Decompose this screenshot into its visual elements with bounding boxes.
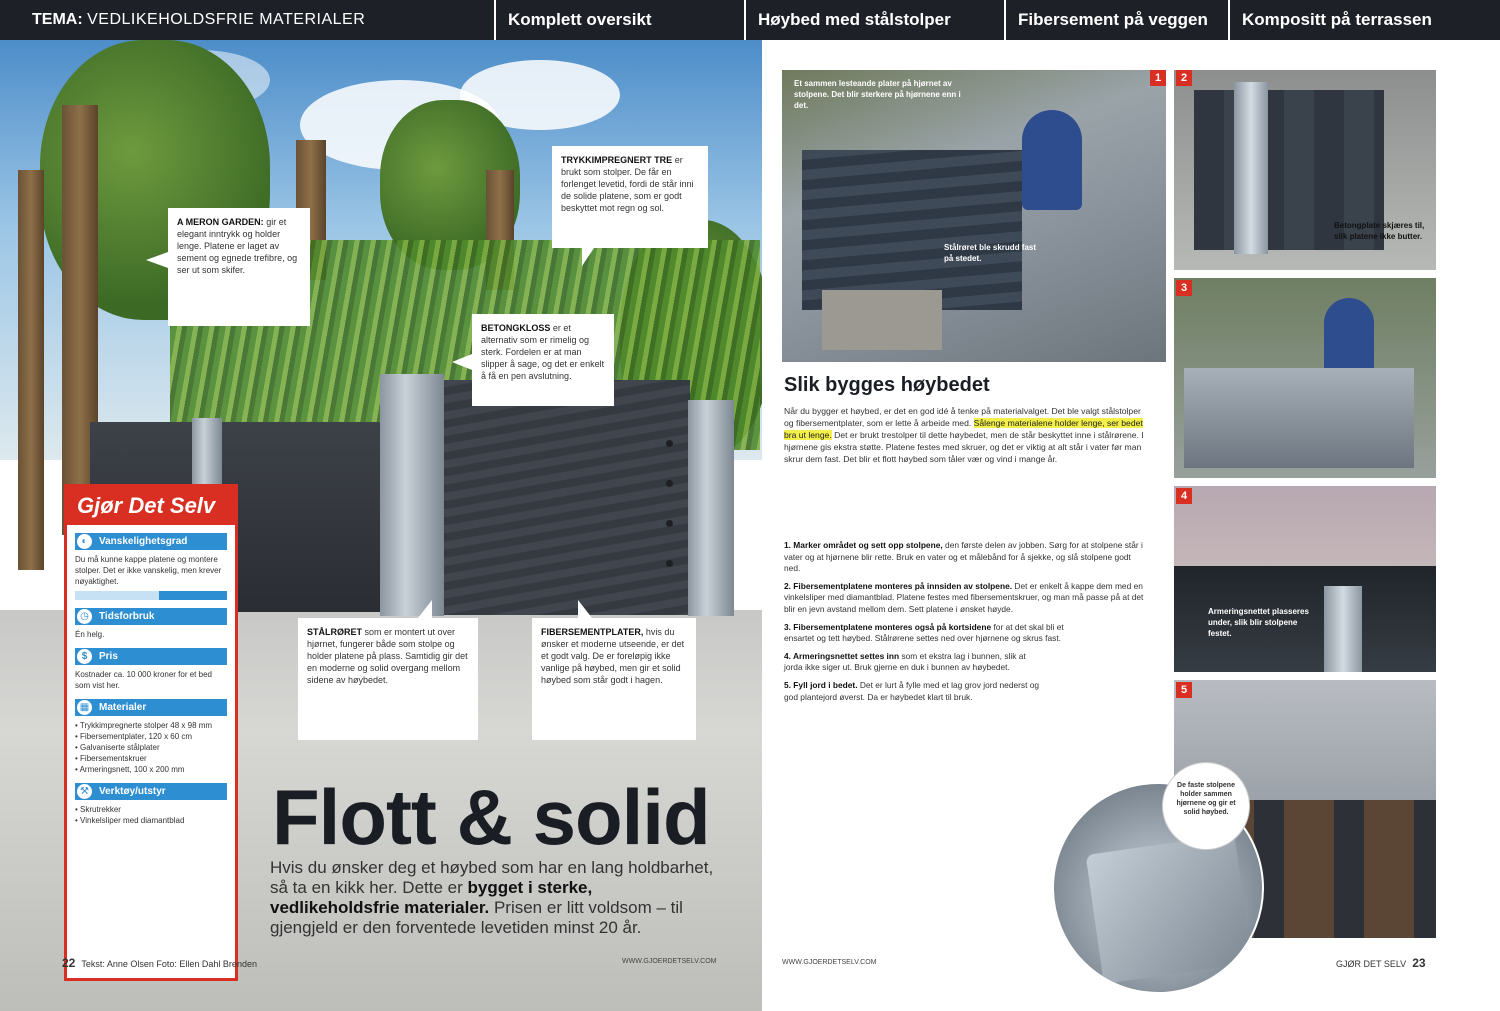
step-photo-4	[1174, 486, 1436, 672]
right-page	[762, 40, 1500, 1011]
rivet	[666, 520, 673, 527]
coins-icon: $	[77, 649, 92, 664]
article-title: Flott & solid	[272, 773, 710, 861]
tab-hoybed[interactable]: Høybed med stålstolper	[746, 0, 1006, 40]
callout-fibersement: FIBERSEMENTPLATER, hvis du ønsker et moderne utseende, er det et godt valg. De er foreløpig ikke vanlige på høybed, men gir et solid høybed som står godt i hagen.	[532, 618, 696, 740]
callout-trykkimpregnert: TRYKKIMPREGNERT TRE er brukt som stolper. De får en forlenget levetid, fordi de står inni de solide platene, som er godt beskyttet mot regn og sol.	[552, 146, 708, 248]
photo-caption: Et sammen lesteande plater på hjørnet av stolpene. Det blir sterkere på hjørnene enn i det.	[794, 79, 961, 110]
article-intro: Hvis du ønsker deg et høybed som har en lang holdbarhet, så ta en kikk her. Dette er bygget i sterke, vedlikeholdsfrie materialer. Prisen er litt voldsom – til gjengjeld er den forventede levetiden minst 20 år.	[270, 858, 714, 937]
difficulty-meter-fill	[75, 591, 159, 600]
top-navigation-bar	[0, 0, 1500, 40]
materials-header: ▦ Materialer	[75, 699, 227, 716]
theme-label: TEMA: VEDLIKEHOLDSFRIE MATERIALER	[0, 0, 496, 40]
step-item: 5. Fyll jord i bedet. Det er lurt å fylle med et lag grov jord nederst og god plantejord øverst. Da er høybedet klart til bruk.	[784, 679, 1040, 702]
slate-panel	[440, 380, 690, 615]
rivet	[666, 560, 673, 567]
step-photo-3	[1174, 278, 1436, 478]
callout-betongkloss: BETONGKLOSS er et alternativ som er rimelig og sterk. Fordelen er at man slipper å sage, og det er enkelt å få en pen avslutning.	[472, 314, 614, 406]
step-photo-1	[782, 70, 1166, 362]
tab-komplett-oversikt[interactable]: Komplett oversikt	[496, 0, 746, 40]
step-photo-2	[1174, 70, 1436, 270]
list-item: • Galvaniserte stålplater	[75, 743, 160, 752]
step-item: 4. Armeringsnettet settes inn som et ekstra lag i bunnen, slik at jorda ikke siger ut. Bruk gjerne en duk i bunnen av høybedet.	[784, 650, 1026, 673]
step-item: 1. Marker området og sett opp stolpene, den første delen av jobben. Sørg for at stolpene står i vater og at hjørnene blir rette. Bruk en vater og et målebånd for å sjekke, og slå stolpene godt ned.	[784, 540, 1143, 574]
highlighted-text: Sålenge materialene holder lenge, ser bedet bra ut lenge.	[784, 418, 1143, 440]
rivet	[666, 480, 673, 487]
photo-caption: Armeringsnettet plasseres under, slik blir stolpene festet.	[1208, 607, 1309, 638]
steel-post	[688, 400, 734, 616]
difficulty-text: Du må kunne kappe platene og montere stolper. Det er ikke vanskelig, men krever nøyaktighet.	[75, 555, 222, 586]
list-item: • Fibersementskruer	[75, 754, 147, 763]
price-text: Kostnader ca. 10 000 kroner for et bed som vist her.	[75, 670, 212, 690]
left-page	[0, 40, 762, 1011]
price-header: $ Pris	[75, 648, 227, 665]
page-footer-left: 22 Tekst: Anne Olsen Foto: Ellen Dahl Brenden	[62, 956, 257, 970]
theme-title: VEDLIKEHOLDSFRIE MATERIALER	[87, 11, 366, 28]
list-item: • Skrutrekker	[75, 805, 121, 814]
time-header: ◷ Tidsforbruk	[75, 608, 227, 625]
photo-number-3: 3	[1176, 280, 1192, 296]
tools-header: ⚒ Verktøy/utstyr	[75, 783, 227, 800]
step-item: 3. Fibersementplatene monteres også på kortsidene for at det skal bli et ensartet og tett høybed. Stålrørene settes ned over hjørnene og skrus fast.	[784, 621, 1064, 644]
step-list	[784, 540, 1144, 709]
page-footer-right: GJØR DET SELV 23	[1336, 956, 1426, 970]
difficulty-meter	[75, 591, 227, 600]
photo-number-2: 2	[1176, 70, 1192, 86]
difficulty-header: ◐ Vanskelighetsgrad	[75, 533, 227, 550]
list-item: • Fibersementplater, 120 x 60 cm	[75, 732, 193, 741]
photo-number-1: 1	[1150, 70, 1166, 86]
footer-url[interactable]: WWW.GJOERDETSELV.COM	[622, 958, 717, 965]
photo-caption: Betongplate skjæres til, slik platene ikke butter.	[1334, 221, 1425, 241]
section-title: Slik bygges høybedet	[784, 374, 990, 396]
footer-url[interactable]: WWW.GJOERDETSELV.COM	[782, 959, 877, 966]
page-number: 22	[62, 956, 76, 970]
time-text: Én helg.	[75, 630, 105, 639]
callout-ameron: A MERON GARDEN: gir et elegant inntrykk og holder lenge. Platene er laget av sement og egnede trefibre, og ser ut som skifer.	[168, 208, 310, 326]
list-item: • Vinkelsliper med diamantblad	[75, 816, 185, 825]
gjor-det-selv-box	[64, 484, 238, 981]
tools-list	[75, 804, 227, 826]
page-number: 23	[1412, 956, 1426, 970]
tab-fibersement[interactable]: Fibersement på veggen	[1006, 0, 1230, 40]
section-intro: Når du bygger et høybed, er det en god idé å tenke på materialvalget. Det ble valgt stålstolper og fibersementplater, som er lette å arbeide med. Sålenge materialene holder lenge, ser bedet bra ut lenge. Det er brukt trestolper til dette høybedet, men de står beskyttet inne i stålrørene. I hjørnene gis ekstra støtte. Platene festes med skruer, og det er viktig at alt står i vater før man skrur dem fast. Det blir et flott høybed som tåler vær og vind i mange år.	[784, 406, 1144, 464]
photo-number-5: 5	[1176, 682, 1192, 698]
worker	[1324, 298, 1374, 378]
photo-caption: Stålrøret ble skrudd fast på stedet.	[944, 243, 1037, 263]
steel-post	[380, 374, 444, 616]
difficulty-icon: ◐	[77, 534, 92, 549]
step-item: 2. Fibersementplatene monteres på innsiden av stolpene. Det er enkelt å kappe dem med en vinkelsliper med diamantblad. Platene festes med fibersementskruer, og man må passe på at det blir en jevn avstand mellom dem. Sett platene i ønsket høyde.	[784, 580, 1144, 614]
clock-icon: ◷	[77, 609, 92, 624]
tools-icon: ⚒	[77, 784, 92, 799]
worker	[1022, 110, 1082, 210]
detail-circle-caption: De faste stolpene holder sammen hjørnene og gir et solid høybed.	[1162, 762, 1250, 850]
rivet	[666, 440, 673, 447]
photo-number-4: 4	[1176, 488, 1192, 504]
tab-kompositt[interactable]: Kompositt på terrassen	[1242, 10, 1432, 29]
materials-list	[75, 720, 227, 775]
materials-icon: ▦	[77, 700, 92, 715]
gds-brand: Gjør Det Selv	[67, 487, 235, 525]
wooden-post	[18, 170, 44, 570]
list-item: • Trykkimpregnerte stolper 48 x 98 mm	[75, 721, 213, 730]
list-item: • Armeringsnett, 100 x 200 mm	[75, 765, 185, 774]
callout-stalroret: STÅLRØRET som er montert ut over hjørnet, fungerer både som stolpe og holder platene på plass. Samtidig gir det en moderne og solid overgang mellom sidene av høybedet.	[298, 618, 478, 740]
